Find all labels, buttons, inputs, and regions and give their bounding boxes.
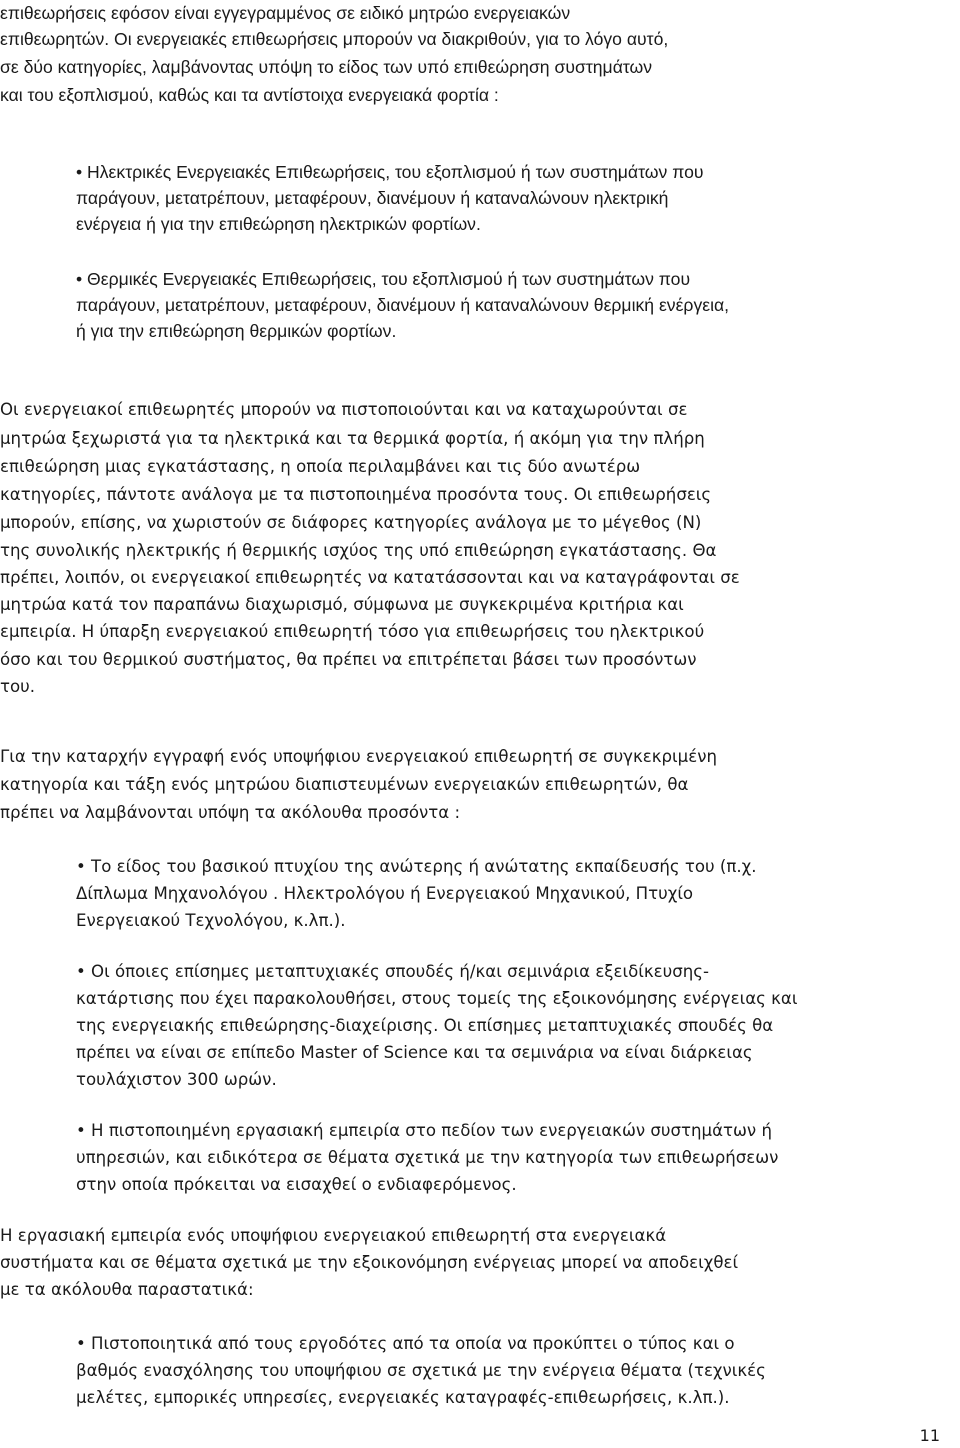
paragraph-line: του. (0, 677, 36, 696)
bullet-line: στην οποία πρόκειται να εισαχθεί ο ενδιαφερόμενος. (76, 1175, 517, 1194)
bullet-line: παράγουν, μετατρέπουν, μεταφέρουν, διανέμουν ή καταναλώνουν ηλεκτρική (76, 188, 669, 208)
bullet-thermal-inspections: • Θερμικές Ενεργειακές Επιθεωρήσεις, του εξοπλισμού ή των συστημάτων που (76, 269, 691, 289)
paragraph-line: Η εργασιακή εμπειρία ενός υποψήφιου ενεργειακού επιθεωρητή στα ενεργειακά (0, 1226, 667, 1245)
intro-line: επιθεωρητών. Οι ενεργειακές επιθεωρήσεις μπορούν να διακριθούν, για το λόγο αυτό, (0, 29, 669, 49)
bullet-postgraduate-studies: • Οι όποιες επίσημες μεταπτυχιακές σπουδές ή/και σεμινάρια εξειδίκευσης- (76, 962, 710, 981)
bullet-line: παράγουν, μετατρέπουν, μεταφέρουν, διανέμουν ή καταναλώνουν θερμική ενέργεια, (76, 295, 730, 315)
paragraph-line: μητρώα ξεχωριστά για τα ηλεκτρικά και τα θερμικά φορτία, ή ακόμη για την πλήρη (0, 429, 705, 448)
bullet-line: Δίπλωμα Μηχανολόγου . Ηλεκτρολόγου ή Ενεργειακού Μηχανικού, Πτυχίο (76, 884, 694, 903)
bullet-line: κατάρτισης που έχει παρακολουθήσει, στους τομείς της εξοικονόμησης ενέργειας και (76, 989, 798, 1008)
bullet-line: τουλάχιστον 300 ωρών. (76, 1070, 277, 1089)
paragraph-line: επιθεώρηση μιας εγκατάστασης, η οποία περιλαμβάνει και τις δύο ανωτέρω (0, 457, 641, 476)
bullet-degree-type: • Το είδος του βασικού πτυχίου της ανώτερης ή ανώτατης εκπαίδευσής του (π.χ. (76, 857, 757, 876)
paragraph-line: μητρώα κατά τον παραπάνω διαχωρισμό, σύμφωνα με συγκεκριμένα κριτήρια και (0, 595, 684, 614)
paragraph-line: της συνολικής ηλεκτρικής ή θερμικής ισχύος της υπό επιθεώρηση εγκατάστασης. Θα (0, 541, 717, 560)
paragraph-line: εμπειρία. Η ύπαρξη ενεργειακού επιθεωρητή τόσο για επιθεωρήσεις του ηλεκτρικού (0, 622, 705, 641)
bullet-line: πρέπει να είναι σε επίπεδο Master of Science και τα σεμινάρια να είναι διάρκειας (76, 1043, 753, 1062)
paragraph-line: πρέπει, λοιπόν, οι ενεργειακοί επιθεωρητές να κατατάσσονται και να καταγράφονται σε (0, 568, 740, 587)
bullet-line: μελέτες, εμπορικές υπηρεσίες, ενεργειακές καταγραφές-επιθεωρήσεις, κ.λπ.). (76, 1388, 730, 1407)
bullet-line: υπηρεσιών, και ειδικότερα σε θέματα σχετικά με την κατηγορία των επιθεωρήσεων (76, 1148, 779, 1167)
paragraph-line: Οι ενεργειακοί επιθεωρητές μπορούν να πιστοποιούνται και να καταχωρούνται σε (0, 400, 688, 419)
bullet-line: της ενεργειακής επιθεώρησης-διαχείρισης. Οι επίσημες μεταπτυχιακές σπουδές θα (76, 1016, 774, 1035)
paragraph-line: όσο και του θερμικού συστήματος, θα πρέπει να επιτρέπεται βάσει των προσόντων (0, 650, 697, 669)
paragraph-line: κατηγορίες, πάντοτε ανάλογα με τα πιστοποιημένα προσόντα τους. Οι επιθεωρήσεις (0, 485, 712, 504)
bullet-employer-certificates: • Πιστοποιητικά από τους εργοδότες από τα οποία να προκύπτει ο τύπος και ο (76, 1334, 735, 1353)
paragraph-line: μπορούν, επίσης, να χωριστούν σε διάφορες κατηγορίες ανάλογα με το μέγεθος (N) (0, 513, 702, 532)
intro-line: και του εξοπλισμού, καθώς και τα αντίστοιχα ενεργειακά φορτία : (0, 85, 499, 105)
bullet-line: ενέργεια ή για την επιθεώρηση ηλεκτρικών φορτίων. (76, 214, 481, 234)
intro-line: σε δύο κατηγορίες, λαμβάνοντας υπόψη το είδος των υπό επιθεώρηση συστημάτων (0, 57, 653, 77)
bullet-electrical-inspections: • Ηλεκτρικές Ενεργειακές Επιθεωρήσεις, του εξοπλισμού ή των συστημάτων που (76, 162, 704, 182)
page-number: 11 (919, 1426, 940, 1445)
bullet-line: ή για την επιθεώρηση θερμικών φορτίων. (76, 321, 397, 341)
bullet-line: Ενεργειακού Τεχνολόγου, κ.λπ.). (76, 911, 346, 930)
paragraph-line: Για την καταρχήν εγγραφή ενός υποψήφιου ενεργειακού επιθεωρητή σε συγκεκριμένη (0, 747, 717, 766)
paragraph-line: συστήματα και σε θέματα σχετικά με την εξοικονόμηση ενέργειας μπορεί να αποδειχθεί (0, 1253, 739, 1272)
paragraph-line: κατηγορία και τάξη ενός μητρώου διαπιστευμένων ενεργειακών επιθεωρητών, θα (0, 775, 689, 794)
paragraph-line: πρέπει να λαμβάνονται υπόψη τα ακόλουθα προσόντα : (0, 803, 461, 822)
bullet-line: βαθμός ενασχόλησης του υποψήφιου σε σχετικά με την ενέργεια θέματα (τεχνικές (76, 1361, 766, 1380)
paragraph-line: με τα ακόλουθα παραστατικά: (0, 1280, 254, 1299)
bullet-work-experience: • Η πιστοποιημένη εργασιακή εμπειρία στο πεδίον των ενεργειακών συστημάτων ή (76, 1121, 772, 1140)
intro-line: επιθεωρήσεις εφόσον είναι εγγεγραμμένος σε ειδικό μητρώο ενεργειακών (0, 3, 571, 23)
